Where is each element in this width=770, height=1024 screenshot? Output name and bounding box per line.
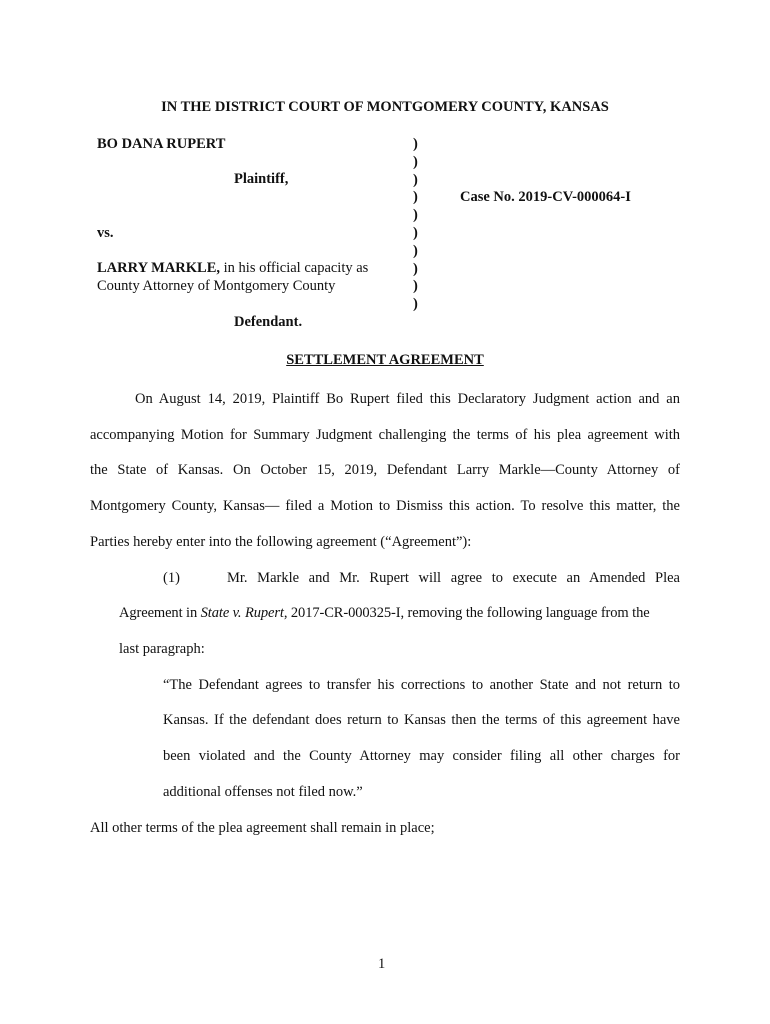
caption-paren: ) xyxy=(413,171,418,188)
item-line-1: Mr. Markle and Mr. Rupert will agree to execute an Amended Plea xyxy=(227,570,680,586)
versus-label: vs. xyxy=(97,225,114,241)
case-number: Case No. 2019-CV-000064-I xyxy=(460,189,631,205)
item-number: (1) xyxy=(163,570,180,586)
quote-line: Kansas. If the defendant does return to Kansas then the terms of this agreement have xyxy=(163,712,680,728)
caption-paren: ) xyxy=(413,296,418,313)
item-line-2-post: , 2017-CR-000325-I, removing the following language from the xyxy=(283,605,650,621)
quote-line: been violated and the County Attorney may consider filing all other charges for xyxy=(163,748,680,764)
plaintiff-role: Plaintiff, xyxy=(234,171,289,187)
caption-paren: ) xyxy=(413,153,418,170)
intro-line: Montgomery County, Kansas— filed a Motion to Dismiss this action. To resolve this matter, the xyxy=(90,498,680,514)
intro-line: Parties hereby enter into the following agreement (“Agreement”): xyxy=(90,534,472,550)
defendant-name: LARRY MARKLE, xyxy=(97,260,221,276)
defendant-capacity-2: County Attorney of Montgomery County xyxy=(97,278,336,294)
defendant-role: Defendant. xyxy=(234,314,303,330)
caption-paren-column xyxy=(413,136,418,314)
quote-line: additional offenses not filed now.” xyxy=(163,784,363,800)
closing-line: All other terms of the plea agreement shall remain in place; xyxy=(90,820,435,836)
item-line-3: last paragraph: xyxy=(119,641,205,657)
document-title: SETTLEMENT AGREEMENT xyxy=(286,352,484,368)
item-line-2 xyxy=(119,605,650,622)
case-citation: State v. Rupert xyxy=(200,605,284,621)
caption-paren: ) xyxy=(413,260,418,277)
plaintiff-name: BO DANA RUPERT xyxy=(97,136,226,152)
caption-paren: ) xyxy=(413,207,418,224)
intro-line: On August 14, 2019, Plaintiff Bo Rupert filed this Declaratory Judgment action and an xyxy=(135,391,680,407)
defendant-capacity-1: in his official capacity as xyxy=(220,260,369,276)
intro-line: the State of Kansas. On October 15, 2019, Defendant Larry Markle—County Attorney of xyxy=(90,462,680,478)
caption-paren: ) xyxy=(413,278,418,295)
caption-paren: ) xyxy=(413,189,418,206)
caption-paren: ) xyxy=(413,224,418,241)
item-line-2-pre: Agreement in xyxy=(119,605,201,621)
caption-paren: ) xyxy=(413,242,418,259)
quote-line: “The Defendant agrees to transfer his corrections to another State and not return to xyxy=(163,677,680,693)
page-number: 1 xyxy=(378,956,386,972)
intro-line: accompanying Motion for Summary Judgment challenging the terms of his plea agreement with xyxy=(90,427,680,443)
court-heading: IN THE DISTRICT COURT OF MONTGOMERY COUNTY, KANSAS xyxy=(161,99,609,115)
defendant-line-1 xyxy=(97,260,368,277)
caption-paren: ) xyxy=(413,136,418,152)
